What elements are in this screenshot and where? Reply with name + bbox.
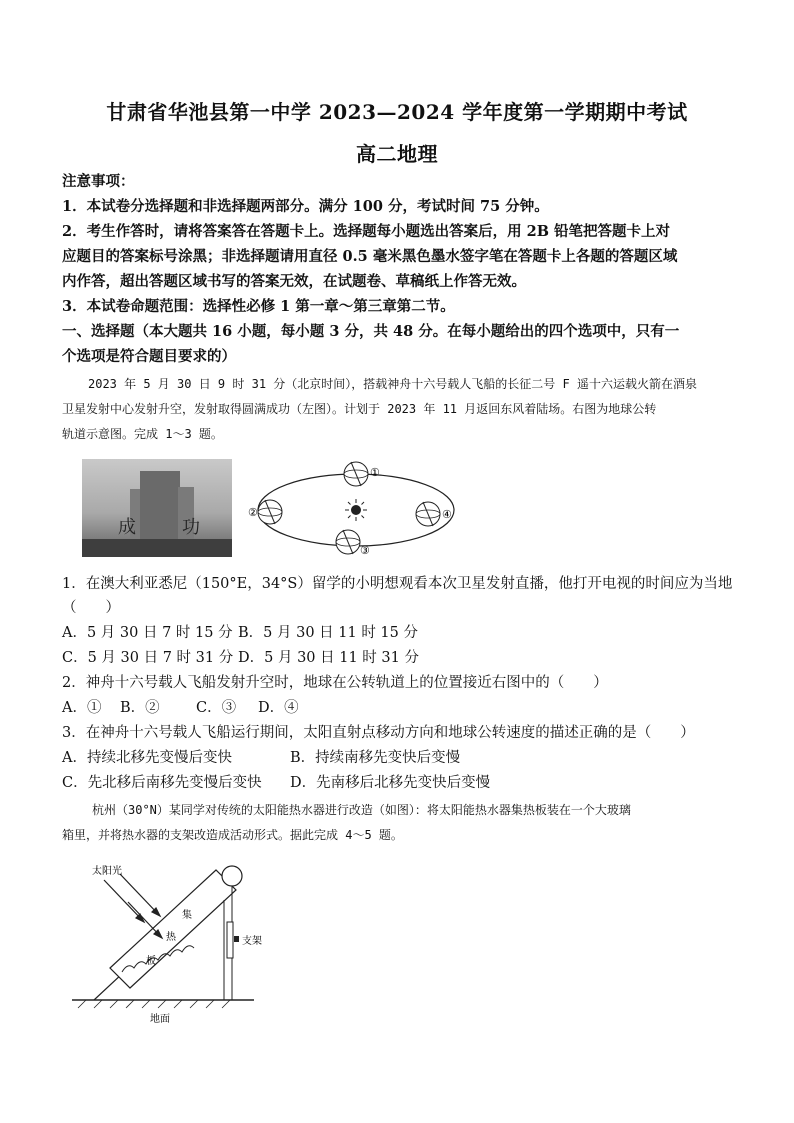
q1-option-d: D．5 月 30 日 11 时 31 分: [238, 650, 419, 666]
label-ban: 板: [146, 956, 156, 967]
notice-item-2-line-2: 应题目的答案标号涂黑；非选择题请用直径 0.5 毫米黑色墨水签字笔在答题卡上各题的答题区域: [62, 248, 678, 265]
photo-char-left: 成: [118, 517, 136, 538]
solar-heater-diagram: [64, 860, 324, 1030]
q3-option-c: C．先北移后南移先变慢后变快: [62, 775, 262, 791]
q1-option-a: A．5 月 30 日 7 时 15 分: [62, 625, 233, 641]
section-heading-line-2: 个选项是符合题目要求的）: [62, 348, 236, 365]
orbit-label-3: ③: [360, 544, 370, 557]
orbit-label-4: ④: [442, 508, 452, 521]
passage-2-line-1: 杭州（30°N）某同学对传统的太阳能热水器进行改造（如图）：将太阳能热水器集热板装在一个大玻璃: [92, 803, 631, 817]
sun-icon: [345, 499, 367, 521]
q2-option-d: D．④: [258, 700, 299, 716]
q2-option-c: C．③: [196, 700, 237, 716]
section-heading-line-1: 一、选择题（本大题共 16 小题，每小题 3 分，共 48 分。在每小题给出的四个选项中，只有一: [62, 323, 680, 340]
q3-option-b: B．持续南移先变快后变慢: [290, 750, 461, 766]
notice-item-2-line-1: 2．考生作答时，请将答案答在答题卡上。选择题每小题选出答案后，用 2B 铅笔把答题卡上对: [62, 223, 671, 240]
orbit-label-2: ②: [248, 506, 258, 519]
q2-option-a: A．①: [62, 700, 102, 716]
launch-photo: [82, 459, 232, 557]
passage-1-line-3: 轨道示意图。完成 1～3 题。: [62, 427, 223, 441]
photo-char-right: 功: [182, 517, 200, 538]
q2-stem: 2．神舟十六号载人飞船发射升空时，地球在公转轨道上的位置接近右图中的（ ）: [62, 675, 608, 691]
earth-position-4: [416, 502, 440, 526]
passage-1-line-2: 卫星发射中心发射升空，发射取得圆满成功（左图）。计划于 2023 年 11 月返回东风着陆场。右图为地球公转: [62, 402, 657, 416]
label-ji: 集: [182, 910, 192, 921]
q3-stem: 3．在神舟十六号载人飞船运行期间，太阳直射点移动方向和地球公转速度的描述正确的是（ ）: [62, 725, 695, 741]
earth-position-1: [344, 462, 368, 486]
label-support: 支架: [242, 936, 262, 947]
earth-orbit-diagram: [240, 454, 480, 562]
earth-position-3: [336, 530, 360, 554]
label-re: 热: [166, 932, 176, 943]
earth-position-2: [258, 500, 282, 524]
exam-subject: 高二地理: [356, 142, 438, 166]
q2-option-b: B．②: [120, 700, 160, 716]
notice-item-2-line-3: 内作答，超出答题区域书写的答案无效，在试题卷、草稿纸上作答无效。: [62, 273, 526, 290]
exam-title: 甘肃省华池县第一中学 2023—2024 学年度第一学期期中考试: [106, 100, 688, 124]
q1-option-b: B．5 月 30 日 11 时 15 分: [238, 625, 418, 641]
q1-option-c: C．5 月 30 日 7 时 31 分: [62, 650, 234, 666]
q1-stem-line-2: （ ）: [62, 600, 120, 616]
orbit-label-1: ①: [370, 466, 380, 479]
notice-item-3: 3．本试卷命题范围：选择性必修 1 第一章～第三章第二节。: [62, 298, 455, 315]
passage-1-line-1: 2023 年 5 月 30 日 9 时 31 分（北京时间），搭载神舟十六号载人飞船的长征二号 F 遥十六运载火箭在酒泉: [88, 377, 697, 391]
q3-option-a: A．持续北移先变慢后变快: [62, 750, 232, 766]
notice-heading: 注意事项：: [62, 173, 135, 190]
q1-stem-line-1: 1．在澳大利亚悉尼（150°E，34°S）留学的小明想观看本次卫星发射直播，他打开电视的时间应为当地: [62, 576, 733, 592]
q3-option-d: D．先南移后北移先变快后变慢: [290, 775, 491, 791]
passage-2-line-2: 箱里，并将热水器的支架改造成活动形式。据此完成 4～5 题。: [62, 828, 403, 842]
label-ground: 地面: [150, 1014, 170, 1025]
label-sunlight: 太阳光: [92, 866, 122, 877]
notice-item-1: 1．本试卷分选择题和非选择题两部分。满分 100 分，考试时间 75 分钟。: [62, 198, 549, 215]
